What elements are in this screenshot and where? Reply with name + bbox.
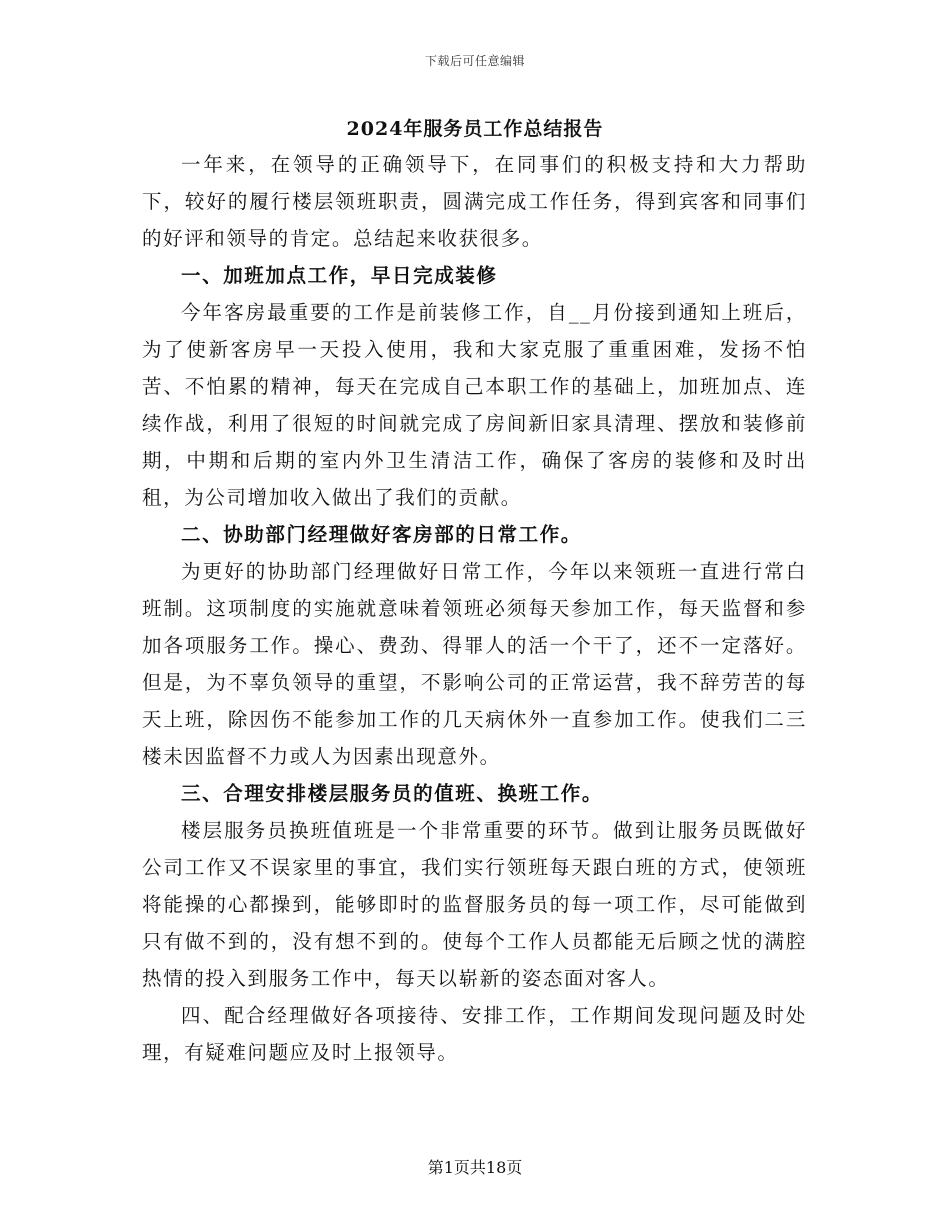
document-title: 2024年服务员工作总结报告 — [346, 118, 604, 140]
section-heading-1: 一、加班加点工作，早日完成装修 — [181, 264, 498, 287]
section-heading-2: 二、协助部门经理做好客房部的日常工作。 — [181, 523, 582, 546]
section-heading-3: 三、合理安排楼层服务员的值班、换班工作。 — [181, 782, 604, 805]
document-body — [142, 146, 807, 1071]
section-paragraph-2: 为更好的协助部门经理做好日常工作，今年以来领班一直进行常白班制。这项制度的实施就意味着领班必须每天参加工作，每天监督和参加各项服务工作。操心、费劲、得罪人的活一个干了，还不一定落好。但是，为不辜负领导的重望，不影响公司的正常运营，我不辞劳苦的每天上班，除因伤不能参加工作的几天病休外一直参加工作。使我们二三楼未因监督不力或人为因素出现意外。 — [142, 560, 807, 768]
page-number-footer: 第1页共18页 — [427, 1158, 523, 1177]
header-note: 下载后可任意编辑 — [424, 54, 525, 68]
section-paragraph-1: 今年客房最重要的工作是前装修工作，自__月份接到通知上班后，为了使新客房早一天投入使用，我和大家克服了重重困难，发扬不怕苦、不怕累的精神，每天在完成自己本职工作的基础上，加班加点、连续作战，利用了很短的时间就完成了房间新旧家具清理、摆放和装修前期，中期和后期的室内外卫生清洁工作，确保了客房的装修和及时出租，为公司增加收入做出了我们的贡献。 — [142, 301, 807, 509]
section-paragraph-4: 四、配合经理做好各项接待、安排工作，工作期间发现问题及时处理，有疑难问题应及时上报领导。 — [142, 1004, 807, 1064]
intro-paragraph: 一年来，在领导的正确领导下，在同事们的积极支持和大力帮助下，较好的履行楼层领班职责，圆满完成工作任务，得到宾客和同事们的好评和领导的肯定。总结起来收获很多。 — [142, 153, 807, 250]
section-paragraph-3: 楼层服务员换班值班是一个非常重要的环节。做到让服务员既做好公司工作又不误家里的事宜，我们实行领班每天跟白班的方式，使领班将能操的心都操到，能够即时的监督服务员的每一项工作，尽可能做到只有做不到的，没有想不到的。使每个工作人员都能无后顾之忧的满腔热情的投入到服务工作中，每天以崭新的姿态面对客人。 — [142, 819, 807, 990]
